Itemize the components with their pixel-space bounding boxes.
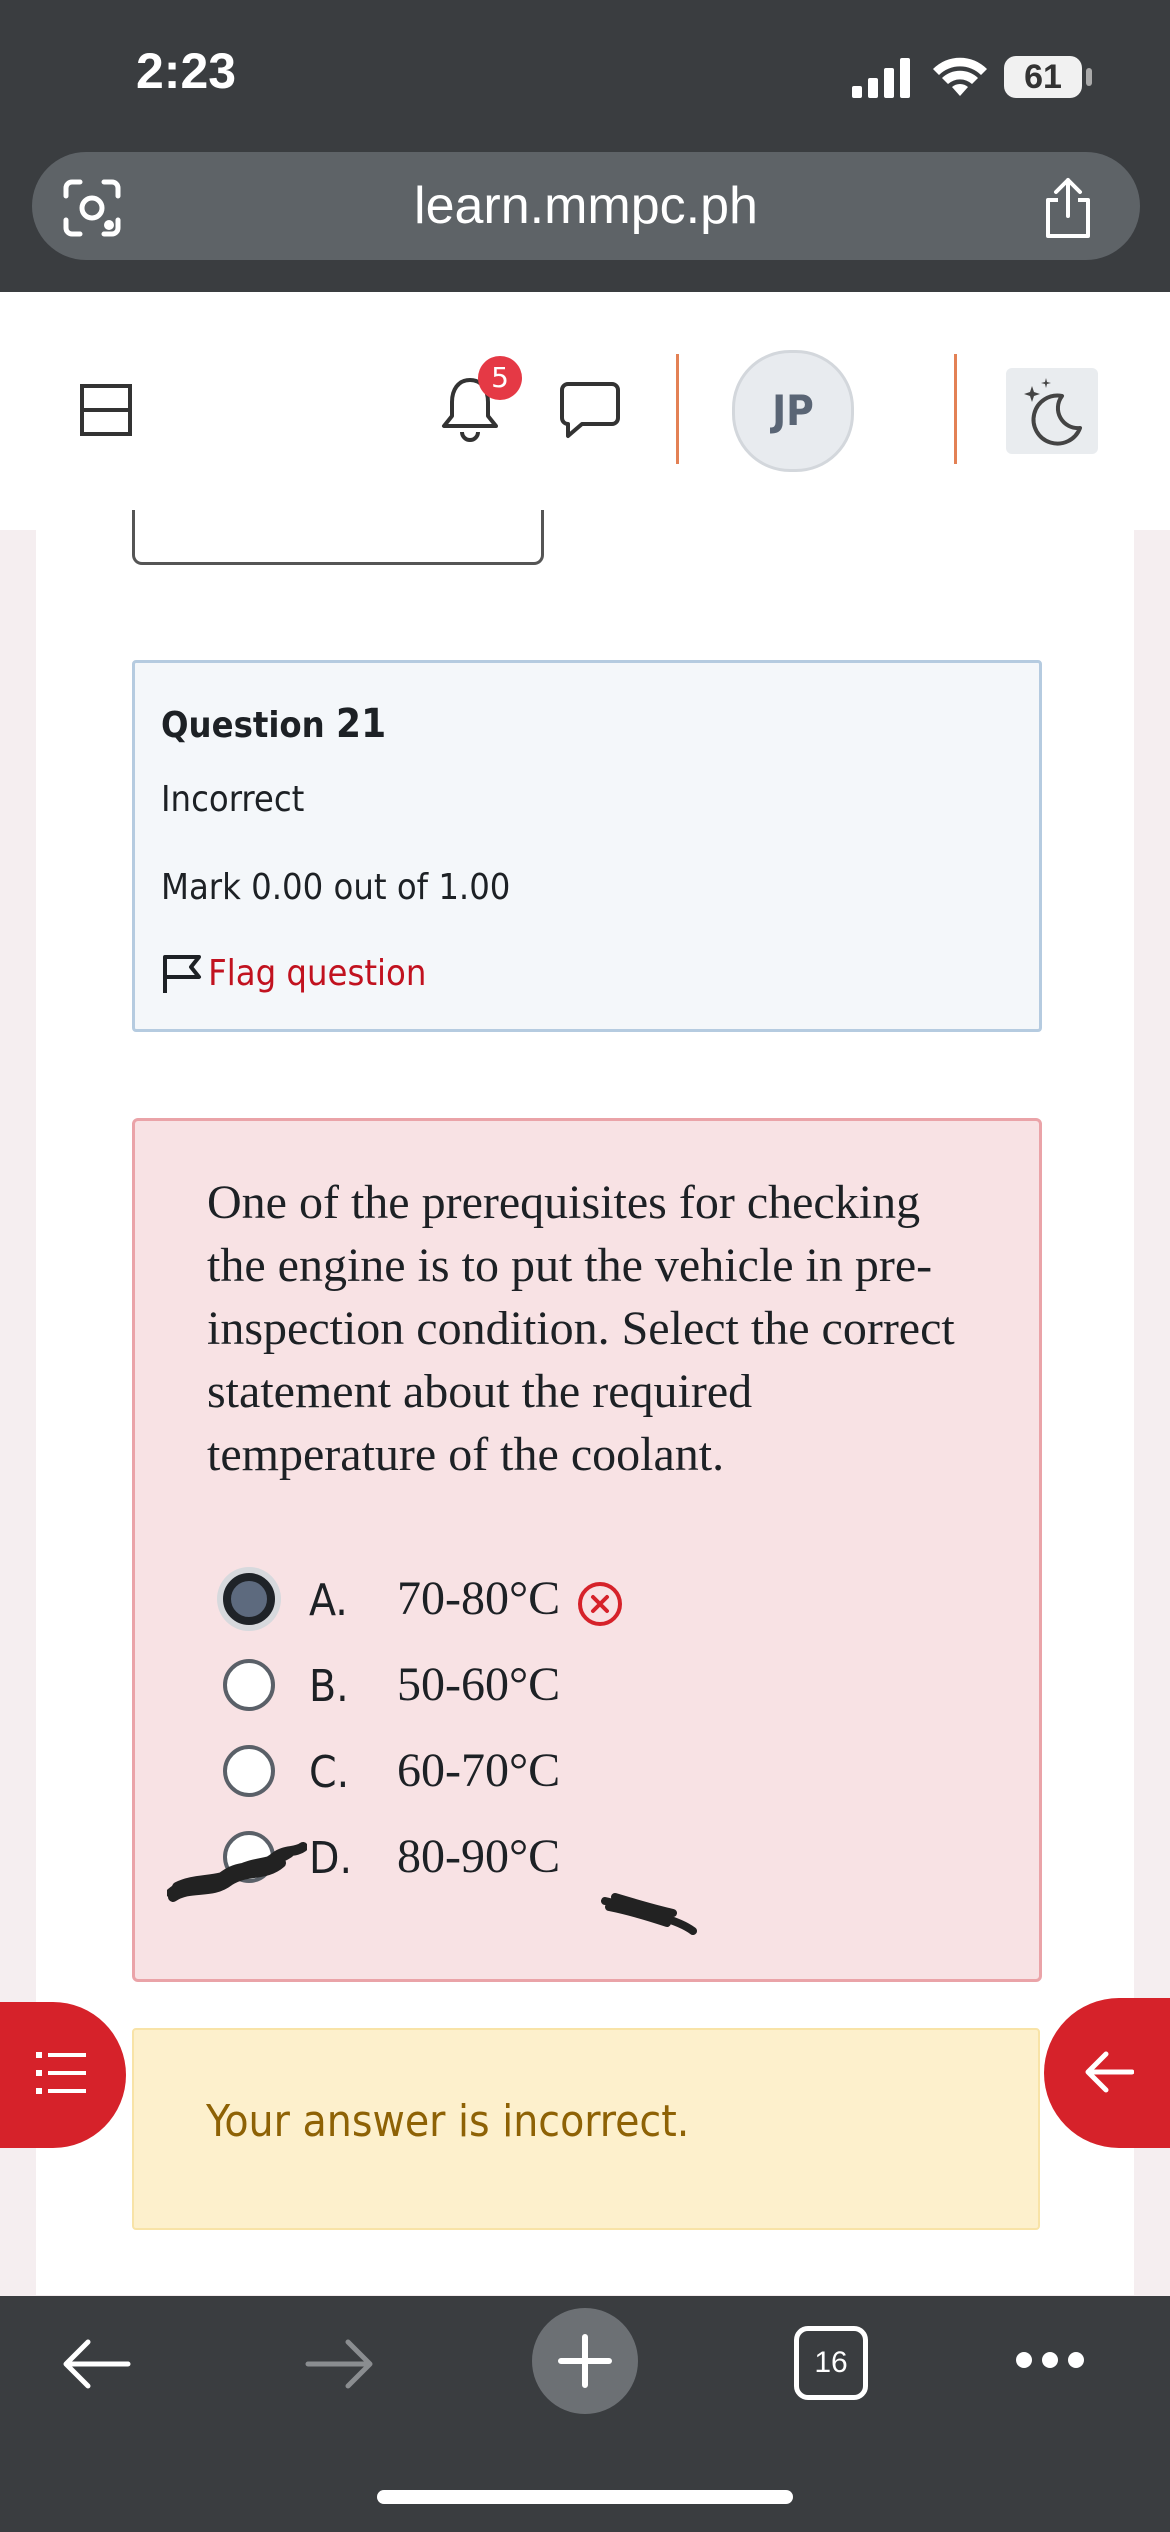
question-mark: Mark 0.00 out of 1.00: [161, 867, 511, 908]
scribble-mark: [601, 1891, 697, 1935]
radio-button-c[interactable]: [223, 1745, 275, 1797]
visual-search-icon[interactable]: [62, 178, 122, 238]
feedback-box: [132, 2028, 1040, 2230]
answer-option-c[interactable]: [223, 1737, 623, 1811]
status-time: 2:23: [136, 43, 237, 99]
option-text: 80-90°C: [397, 1830, 561, 1883]
menu-icon[interactable]: [80, 384, 132, 436]
back-arrow-icon[interactable]: [60, 2338, 132, 2390]
option-text: 60-70°C: [397, 1744, 561, 1797]
question-label: Question: [161, 705, 325, 746]
question-number: 21: [336, 701, 387, 747]
new-tab-button[interactable]: [532, 2308, 638, 2414]
battery-indicator: 61: [1004, 56, 1082, 98]
user-avatar[interactable]: JP: [732, 350, 854, 472]
radio-button-b[interactable]: [223, 1659, 275, 1711]
url-text[interactable]: learn.mmpc.ph: [414, 177, 758, 235]
option-letter: D.: [309, 1833, 353, 1884]
moon-stars-icon: [1016, 376, 1088, 448]
flag-question-link[interactable]: [161, 953, 426, 995]
theme-toggle-button[interactable]: [1006, 368, 1098, 454]
more-options-icon[interactable]: [1014, 2350, 1086, 2370]
option-text: 50-60°C: [397, 1658, 561, 1711]
answer-option-a[interactable]: [223, 1565, 643, 1639]
radio-button-a[interactable]: [223, 1573, 275, 1625]
header-divider: [954, 354, 957, 464]
incorrect-x-icon: [577, 1581, 623, 1627]
flag-question-label[interactable]: Flag question: [208, 953, 427, 994]
battery-tip: [1086, 68, 1092, 86]
share-icon[interactable]: [1040, 176, 1096, 240]
question-text: One of the prerequisites for checking the engine is to put the vehicle in pre-inspection condition. Select the correct statement about the required temperature of the coolant.: [207, 1176, 955, 1481]
tabs-button[interactable]: 16: [794, 2326, 868, 2400]
notification-count-badge[interactable]: 5: [478, 356, 522, 400]
question-number-label: [161, 701, 386, 747]
wifi-icon: [932, 56, 988, 98]
option-letter: C.: [309, 1747, 350, 1798]
option-text: 70-80°C: [397, 1572, 561, 1625]
arrow-left-icon: [1084, 2050, 1134, 2094]
answer-option-b[interactable]: [223, 1651, 623, 1725]
question-info-box: [132, 660, 1042, 1032]
scribble-mark: [167, 1835, 307, 1905]
question-content-box: [132, 1118, 1042, 1982]
address-bar[interactable]: [32, 152, 1140, 260]
cellular-signal-icon: [852, 58, 914, 98]
feedback-text: Your answer is incorrect.: [206, 2096, 690, 2147]
flag-icon: [161, 953, 203, 995]
home-indicator: [377, 2490, 793, 2504]
header-divider: [676, 354, 679, 464]
plus-icon: [557, 2333, 613, 2389]
option-letter: B.: [309, 1661, 349, 1712]
option-letter: A.: [309, 1575, 348, 1626]
previous-question-box: [132, 510, 544, 565]
list-icon: [36, 2050, 86, 2096]
messages-icon[interactable]: [558, 380, 622, 442]
question-state: Incorrect: [161, 779, 305, 820]
forward-arrow-icon[interactable]: [304, 2338, 376, 2390]
